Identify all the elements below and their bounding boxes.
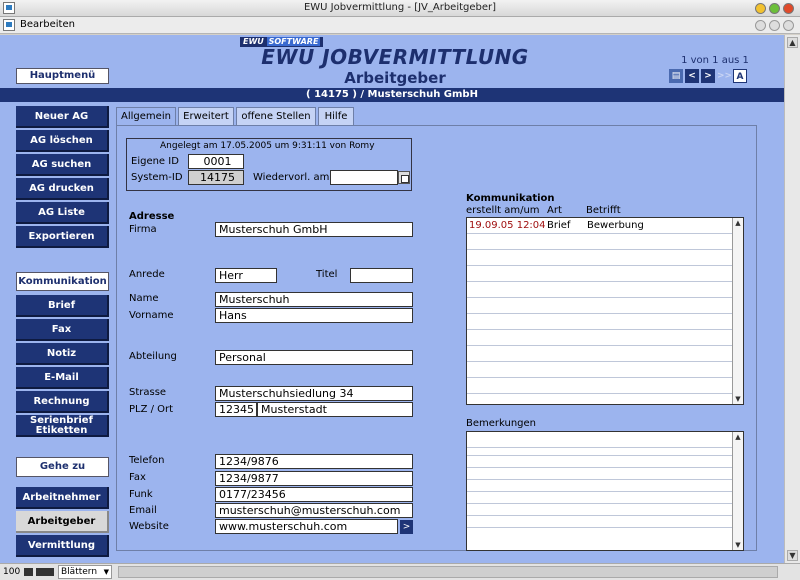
col-erstellt: erstellt am/um [466, 205, 540, 216]
titel-label: Titel [316, 269, 338, 280]
maximize-button[interactable] [769, 3, 780, 14]
ort-field[interactable]: Musterstadt [257, 402, 413, 417]
vorname-label: Vorname [129, 310, 174, 321]
arbeitgeber-button[interactable]: Arbeitgeber [16, 511, 109, 533]
scroll-down-icon[interactable]: ▼ [787, 550, 798, 561]
serienbrief-button[interactable] [16, 415, 109, 437]
fax-field[interactable]: 1234/9877 [215, 471, 413, 486]
system-id-label: System-ID [131, 172, 183, 183]
menu-bar [0, 17, 800, 34]
kommunikation-heading: Kommunikation [466, 193, 555, 204]
serienbrief-label: Serienbrief [30, 415, 93, 426]
table-row[interactable] [467, 282, 733, 298]
ag-loeschen-button[interactable]: AG löschen [16, 130, 109, 152]
email-label: Email [129, 505, 157, 516]
funk-label: Funk [129, 489, 153, 500]
notiz-button[interactable]: Notiz [16, 343, 109, 365]
open-website-button[interactable]: > [400, 520, 413, 534]
eigene-id-field[interactable]: 0001 [188, 154, 244, 169]
vermittlung-button[interactable]: Vermittlung [16, 535, 109, 557]
etiketten-label: Etiketten [35, 425, 88, 436]
note-line [467, 444, 733, 456]
zoom-controls-icon[interactable] [24, 568, 54, 576]
ag-suchen-button[interactable]: AG suchen [16, 154, 109, 176]
minimize-button[interactable] [755, 3, 766, 14]
scroll-up-icon[interactable]: ▲ [735, 433, 741, 441]
adresse-heading: Adresse [129, 211, 175, 222]
name-field[interactable]: Musterschuh [215, 292, 413, 307]
gehe-zu-label: Gehe zu [16, 457, 109, 477]
record-list-icon[interactable]: ▤ [669, 69, 683, 83]
table-row[interactable] [467, 314, 733, 330]
document-icon [3, 19, 15, 31]
col-art: Art [547, 205, 562, 216]
strasse-label: Strasse [129, 387, 167, 398]
status-bar [0, 563, 800, 580]
note-line [467, 468, 733, 480]
note-line [467, 480, 733, 492]
note-line [467, 492, 733, 504]
horizontal-scrollbar[interactable] [118, 566, 778, 578]
app-icon [3, 2, 15, 14]
neuer-ag-button[interactable]: Neuer AG [16, 106, 109, 128]
title-bar [0, 0, 800, 17]
close-button[interactable] [783, 3, 794, 14]
tab-erweitert[interactable]: Erweitert [178, 107, 234, 125]
system-id-field: 14175 [188, 170, 244, 185]
bemerkungen-label: Bemerkungen [466, 418, 537, 429]
plz-ort-label: PLZ / Ort [129, 404, 174, 415]
scroll-up-icon[interactable]: ▲ [787, 37, 798, 48]
fax-label: Fax [129, 472, 146, 483]
table-row[interactable] [467, 218, 733, 234]
note-line [467, 516, 733, 528]
mode-select[interactable] [58, 565, 112, 579]
alpha-button[interactable]: A [733, 69, 747, 83]
brand-software: SOFTWARE [268, 37, 319, 46]
exportieren-button[interactable]: Exportieren [16, 226, 109, 248]
row-betrifft: Bewerbung [587, 220, 644, 231]
kommunikation-label: Kommunikation [16, 272, 109, 291]
email-button[interactable]: E-Mail [16, 367, 109, 389]
next-record-button[interactable]: > [701, 69, 715, 83]
zoom-level[interactable]: 100 [3, 567, 21, 577]
table-row[interactable] [467, 298, 733, 314]
brand-ewu: EWU [243, 37, 264, 46]
plz-field[interactable]: 12345 [215, 402, 257, 417]
table-row[interactable] [467, 234, 733, 250]
website-field[interactable]: www.musterschuh.com [215, 519, 398, 534]
bemerkungen-field[interactable] [466, 431, 744, 551]
wiedervorl-label: Wiedervorl. am [253, 172, 330, 183]
table-row[interactable] [467, 330, 733, 346]
brief-button[interactable]: Brief [16, 295, 109, 317]
last-record-button[interactable]: >> [717, 71, 733, 81]
website-label: Website [129, 521, 169, 532]
fax-button[interactable]: Fax [16, 319, 109, 341]
record-counter: 1 von 1 aus 1 [681, 55, 749, 66]
tab-offene-stellen[interactable]: offene Stellen [236, 107, 316, 125]
scroll-down-icon[interactable]: ▼ [735, 541, 741, 549]
rechnung-button[interactable]: Rechnung [16, 391, 109, 413]
mode-value: Blättern [61, 567, 98, 577]
col-betrifft: Betrifft [586, 205, 621, 216]
name-label: Name [129, 293, 159, 304]
wiedervorl-field[interactable] [330, 170, 398, 185]
created-info: Angelegt am 17.05.2005 um 9:31:11 von Romy [160, 141, 375, 151]
eigene-id-label: Eigene ID [131, 156, 179, 167]
vorname-field[interactable]: Hans [215, 308, 413, 323]
telefon-field[interactable]: 1234/9876 [215, 454, 413, 469]
doc-restore-button[interactable] [769, 20, 780, 31]
firma-label: Firma [129, 224, 157, 235]
table-row[interactable] [467, 362, 733, 378]
row-art: Brief [547, 220, 571, 231]
table-row[interactable] [467, 266, 733, 282]
tab-allgemein[interactable]: Allgemein [116, 107, 176, 126]
titel-field[interactable] [350, 268, 413, 283]
abteilung-label: Abteilung [129, 351, 177, 362]
tab-hilfe[interactable]: Hilfe [318, 107, 354, 125]
window-scrollbar[interactable] [784, 35, 800, 563]
prev-record-button[interactable]: < [685, 69, 699, 83]
record-navigation [669, 69, 747, 83]
calendar-icon[interactable] [398, 171, 410, 184]
firma-field[interactable]: Musterschuh GmbH [215, 222, 413, 237]
anrede-field[interactable]: Herr [215, 268, 277, 283]
doc-close-button[interactable] [783, 20, 794, 31]
abteilung-field[interactable]: Personal [215, 350, 413, 365]
email-field[interactable]: musterschuh@musterschuh.com [215, 503, 413, 518]
scroll-up-icon[interactable]: ▲ [735, 219, 741, 227]
funk-field[interactable]: 0177/23456 [215, 487, 413, 502]
chevron-down-icon: ▼ [103, 568, 109, 576]
table-row[interactable] [467, 250, 733, 266]
scroll-down-icon[interactable]: ▼ [735, 395, 741, 403]
note-line [467, 456, 733, 468]
table-row[interactable] [467, 346, 733, 362]
ag-liste-button[interactable]: AG Liste [16, 202, 109, 224]
table-row[interactable] [467, 378, 733, 394]
notes-scrollbar[interactable] [732, 432, 743, 550]
arbeitnehmer-button[interactable]: Arbeitnehmer [16, 487, 109, 509]
row-date: 19.09.05 12:04 [469, 220, 546, 231]
strasse-field[interactable]: Musterschuhsiedlung 34 [215, 386, 413, 401]
anrede-label: Anrede [129, 269, 165, 280]
doc-minimize-button[interactable] [755, 20, 766, 31]
telefon-label: Telefon [129, 455, 165, 466]
note-line [467, 504, 733, 516]
record-header: ( 14175 ) / Musterschuh GmbH [0, 88, 784, 102]
window-title: EWU Jobvermittlung - [JV_Arbeitgeber] [303, 2, 497, 13]
ag-drucken-button[interactable]: AG drucken [16, 178, 109, 200]
menu-bearbeiten[interactable]: Bearbeiten [20, 19, 75, 30]
table-scrollbar[interactable] [732, 218, 743, 404]
page-title: Arbeitgeber [344, 69, 446, 87]
kommunikation-table[interactable] [466, 217, 744, 405]
app-title: EWU JOBVERMITTLUNG [261, 45, 529, 69]
hauptmenu-button[interactable]: Hauptmenü [16, 68, 109, 84]
